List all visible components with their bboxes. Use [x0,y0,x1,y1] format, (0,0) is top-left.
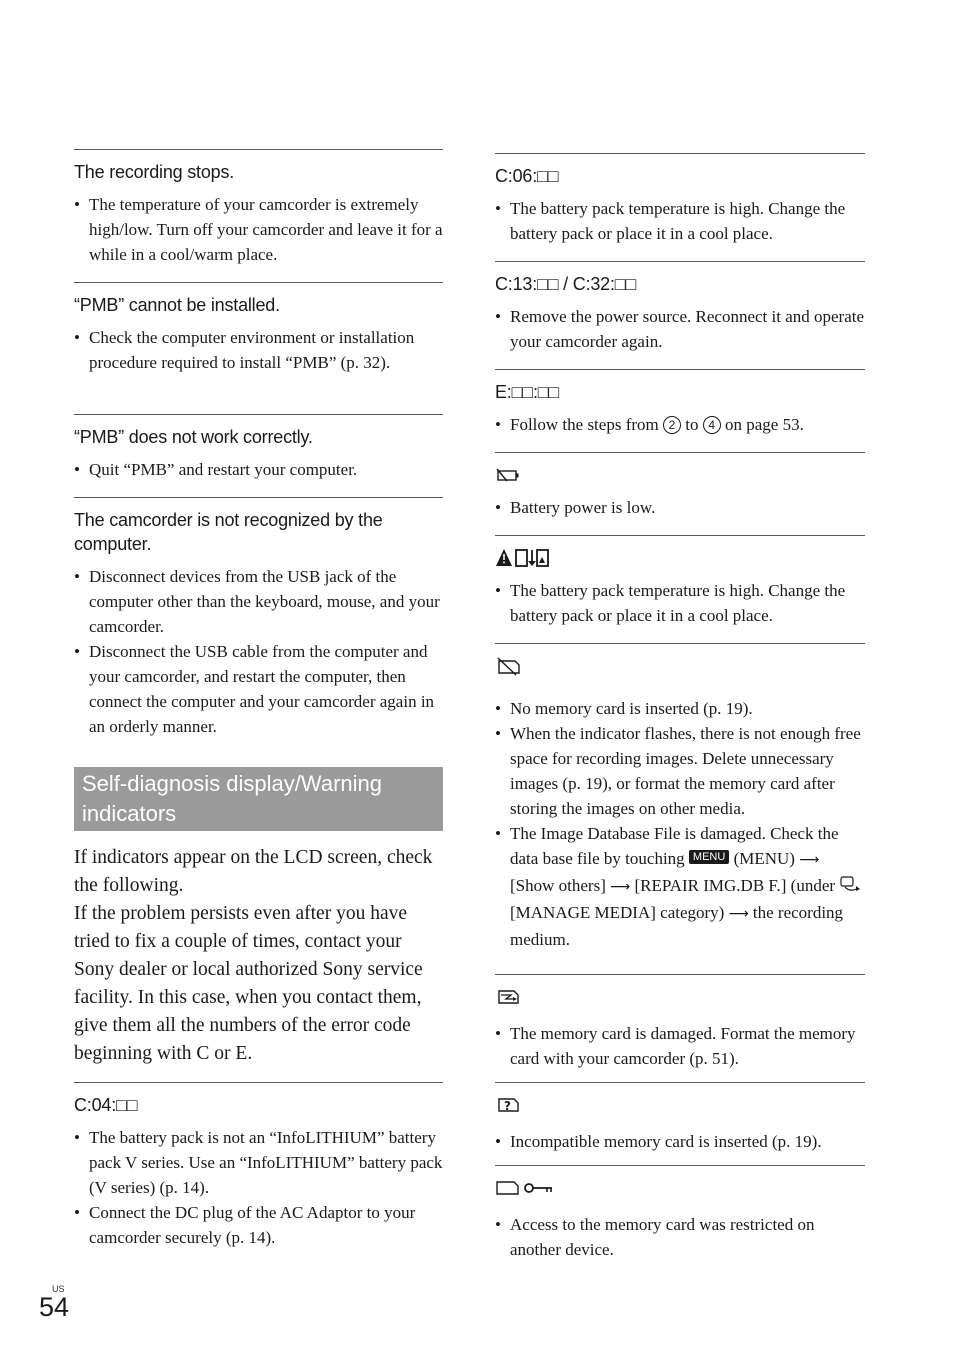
list-item: • The temperature of your camcorder is extremely high/low. Turn off your camcorder and leave it for a while in a cool/warm place. [74,192,443,267]
bullet-list [495,696,865,952]
bullet-list [495,196,865,246]
memory-card-locked-icon [495,1178,557,1198]
section-pmb-not-working [74,414,443,482]
no-memory-card-icon [495,656,523,676]
db-text-5: [MANAGE MEDIA] category) [510,903,725,922]
bullet-list [74,192,443,267]
bullet-list [495,495,865,520]
section-error-c13-c32 [495,261,865,354]
list-item: • The battery pack temperature is high. Change the battery pack or place it in a cool place. [495,578,865,628]
db-text-2: (MENU) [733,849,795,868]
right-column [495,0,865,1357]
db-text-6: the recording medium. [510,903,844,949]
intro-paragraph: If indicators appear on the LCD screen, check the following. If the problem persists even after you have tried to fix a couple of times, contact your Sony dealer or local authorized Sony service facility. In this case, when you contact them, give them all the numbers of the error code beginning with C or E. [74,847,433,1064]
bullet-list [74,1125,443,1250]
section-incompatible-memory-card [495,1082,865,1154]
section-heading: E:□□:□□ [495,382,560,402]
db-text-4: [REPAIR IMG.DB F.] (under [634,876,836,895]
incompatible-memory-card-icon [495,1095,523,1115]
list-item: • Access to the memory card was restricted on another device. [495,1212,865,1262]
step-4-icon: 4 [703,416,721,434]
list-item [495,821,865,952]
manage-media-icon [839,875,863,893]
page-number: 54 [39,1292,70,1322]
left-column [74,0,443,1357]
step-2-icon: 2 [663,416,681,434]
section-recording-stops [74,149,443,267]
section-error-e [495,369,865,437]
bullet-list [495,304,865,354]
bullet-list [74,325,443,375]
section-error-c06 [495,153,865,246]
db-text-3: [Show others] [510,876,606,895]
to-word: to [685,415,699,434]
list-item: • The battery pack temperature is high. Change the battery pack or place it in a cool place. [495,196,865,246]
chapter-banner: Self-diagnosis display/Warning indicators [74,767,443,831]
bullet-list [74,564,443,739]
section-heading: The recording stops. [74,162,235,182]
list-item: • When the indicator flashes, there is not enough free space for recording images. Delete unnecessary images (p. 19), or format the memory card after storing the images on other media. [495,721,865,821]
section-no-memory-card [495,643,865,952]
db-text-1: The Image Database File is damaged. Check the data base file by touching [510,824,839,868]
svg-text:?: ? [504,1099,511,1113]
list-item: • Check the computer environment or installation procedure required to install “PMB” (p. 32). [74,325,443,375]
list-item: • No memory card is inserted (p. 19). [495,696,865,721]
section-heading: C:13:□□ / C:32:□□ [495,274,637,294]
section-damaged-memory-card [495,974,865,1071]
bullet-list [495,1212,865,1262]
follow-prefix: Follow the steps from [510,415,659,434]
section-heading: C:06:□□ [495,166,559,186]
menu-button-icon: MENU [689,850,729,864]
bullet-list [495,412,865,437]
section-heading: “PMB” does not work correctly. [74,427,313,447]
list-item: • Remove the power source. Reconnect it and operate your camcorder again. [495,304,865,354]
list-item: • Battery power is low. [495,495,865,520]
bullet-list [495,1129,865,1154]
section-battery-low [495,452,865,520]
list-item: • The battery pack is not an “InfoLITHIUM” battery pack V series. Use an “InfoLITHIUM” battery pack (V series) (p. 14). [74,1125,443,1200]
bullet-list [74,457,443,482]
section-battery-temperature [495,535,865,628]
bullet-list [495,578,865,628]
section-error-c04 [74,1082,443,1250]
arrow-right-icon: ⟶ [728,906,749,922]
list-item: • Connect the DC plug of the AC Adaptor to your camcorder securely (p. 14). [74,1200,443,1250]
list-item: • The memory card is damaged. Format the memory card with your camcorder (p. 51). [495,1021,865,1071]
list-item: • Disconnect the USB cable from the computer and your camcorder, and restart the computer, then connect the computer and your camcorder again in an orderly manner. [74,639,443,739]
list-item: • Incompatible memory card is inserted (p. 19). [495,1129,865,1154]
damaged-memory-card-icon [495,987,523,1007]
arrow-right-icon: ⟶ [610,879,631,895]
section-heading: C:04:□□ [74,1095,138,1115]
battery-temperature-warning-icon [495,547,551,569]
list-item: • Quit “PMB” and restart your computer. [74,457,443,482]
list-item [495,412,865,437]
list-item: • Disconnect devices from the USB jack of the computer other than the keyboard, mouse, and your camcorder. [74,564,443,639]
arrow-right-icon: ⟶ [799,852,820,868]
section-pmb-cannot-install [74,282,443,375]
battery-low-icon [495,467,521,483]
section-camcorder-not-recognized [74,497,443,739]
bullet-list [495,1021,865,1071]
section-heading: “PMB” cannot be installed. [74,295,280,315]
section-heading: The camcorder is not recognized by the computer. [74,510,383,554]
follow-suffix: on page 53. [724,415,804,434]
section-memory-card-locked [495,1165,865,1262]
region-code: US [52,1284,65,1294]
